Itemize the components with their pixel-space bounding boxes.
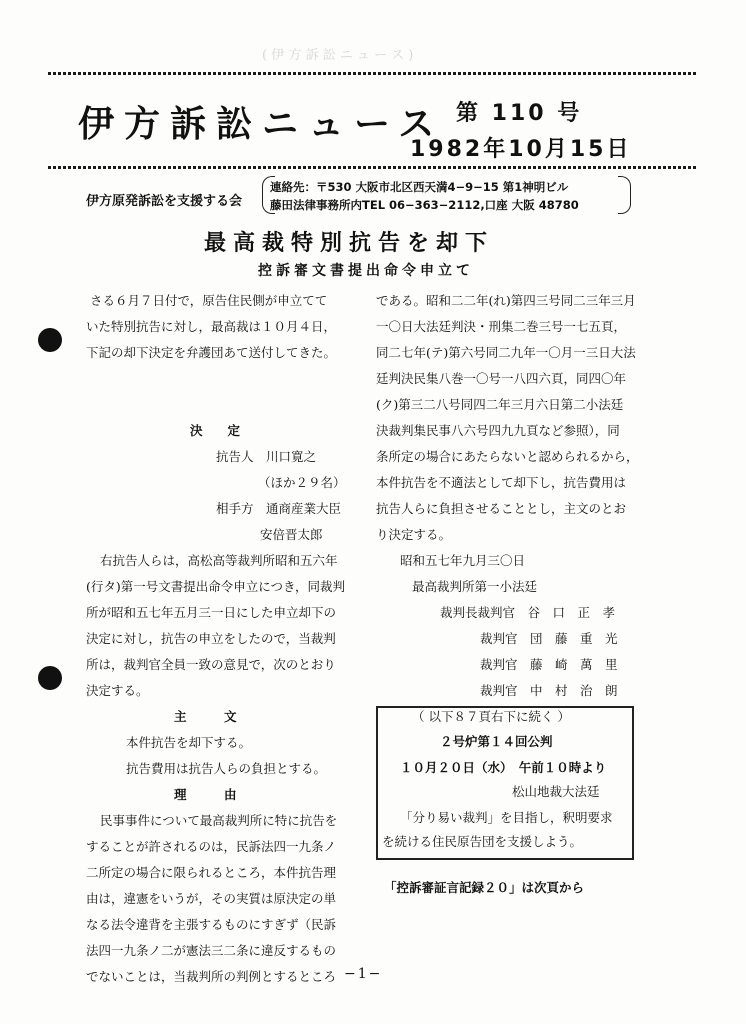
main-text-heading: 主 文 xyxy=(174,709,237,724)
text-line: 同二七年(テ)第六号同二九年一〇月一三日大法 xyxy=(376,345,636,360)
text-line: 決裁判集民事八六号四九九頁など参照），同 xyxy=(376,423,620,438)
text-line: でないことは，当裁判所の判例とするところ xyxy=(86,969,337,984)
text-line: することが許されるのは，民訴法四一九条ノ xyxy=(86,839,337,854)
judge: 裁判官 団 藤 重 光 xyxy=(480,631,618,646)
judge: 裁判官 藤 崎 萬 里 xyxy=(480,657,618,672)
notice-text-1: 「分り易い裁判」を目指し，釈明要求 xyxy=(400,810,613,825)
binder-hole-top xyxy=(38,328,62,352)
text-line: 下記の却下決定を弁護団あて送付してきた。 xyxy=(86,345,337,360)
organization-name: 伊方原発訴訟を支援する会 xyxy=(86,194,243,209)
article-subheadline: 控訴審文書提出命令申立て xyxy=(258,263,474,279)
continued-note: （ 以下８７頁右下に続く ） xyxy=(412,709,570,724)
text-line: さる６月７日付で，原告住民側が申立てて xyxy=(90,293,328,308)
appellant: 抗告人 川口寛之 xyxy=(216,449,317,464)
top-rule xyxy=(48,72,696,75)
text-line: 決定に対し，抗告の申立をしたので，当裁判 xyxy=(86,631,336,646)
notice-datetime: １０月２０日（水） 午前１０時より xyxy=(400,760,607,775)
contact-line-1: 連絡先：〒530 大阪市北区西天満4−9−15 第1神明ビル xyxy=(270,180,569,194)
trial-notice-box xyxy=(376,706,634,860)
text-line: 廷判決民集八巻一〇号一八四六頁，同四〇年 xyxy=(376,371,627,386)
ruling-line: 本件抗告を却下する。 xyxy=(126,735,252,750)
right-column xyxy=(376,288,666,730)
contact-bracket-right xyxy=(618,176,631,214)
text-line: (行タ)第一号文書提出命令申立につき，同裁判 xyxy=(86,579,346,594)
newsletter-title: 伊方訴訟ニュース xyxy=(78,104,445,145)
contact-line-2: 藤田法律事務所内TEL 06−363−2112,口座 大阪 48780 xyxy=(270,198,579,212)
text-line: いた特別抗告に対し，最高裁は１０月４日， xyxy=(86,319,337,334)
notice-venue: 松山地裁大法廷 xyxy=(512,784,600,799)
text-line: である。昭和二二年(れ)第四三号同二三年三月 xyxy=(376,293,636,308)
issue-date: 1982年10月15日 xyxy=(410,137,632,162)
notice-text-2: を続ける住民原告団を支援しよう。 xyxy=(382,834,583,849)
respondent-name: 安倍晋太郎 xyxy=(260,527,323,542)
text-line: 二所定の場合に限られるところ，本件抗告理 xyxy=(86,865,337,880)
reasons-heading: 理 由 xyxy=(174,787,237,802)
notice-title: ２号炉第１４回公判 xyxy=(440,734,553,749)
left-column xyxy=(86,288,356,990)
appellant-others: （ほか２９名） xyxy=(258,475,346,490)
header-rule xyxy=(48,166,696,169)
text-line: 一〇日大法廷判決・刑集二巻三号一七五頁， xyxy=(376,319,627,334)
text-line: 法四一九条ノ二が憲法三二条に違反するもの xyxy=(86,943,337,958)
text-line: 抗告人らに負担させることとし，主文のとお xyxy=(376,501,627,516)
text-line: り決定する。 xyxy=(376,527,452,542)
text-line: (ク)第三二八号同四二年三月六日第二小法廷 xyxy=(376,397,624,412)
text-line: 条所定の場合にあたらないと認められるから， xyxy=(376,449,639,464)
issue-number: 第 110 号 xyxy=(456,101,583,126)
ruling-line: 抗告費用は抗告人らの負担とする。 xyxy=(126,761,327,776)
text-line: 決定する。 xyxy=(86,683,149,698)
text-line: 右抗告人らは，高松高等裁判所昭和五六年 xyxy=(100,553,338,568)
judge: 裁判官 中 村 治 朗 xyxy=(480,683,618,698)
page-number: −1− xyxy=(344,966,383,982)
article-headline: 最高裁特別抗告を却下 xyxy=(204,231,495,256)
contact-address xyxy=(270,178,579,214)
decision-heading: 決 定 xyxy=(190,423,241,438)
text-line: なる法令違背を主張するものにすぎず（民訴 xyxy=(86,917,337,932)
court-name: 最高裁判所第一小法廷 xyxy=(412,579,538,594)
text-line: 所が昭和五七年五月三一日にした申立却下の xyxy=(86,605,337,620)
text-line: 所は，裁判官全員一致の意見で，次のとおり xyxy=(86,657,336,672)
spacer xyxy=(86,392,356,418)
text-line: 民事事件について最高裁判所に特に抗告を xyxy=(100,813,338,828)
binder-hole-bottom xyxy=(38,666,62,690)
decision-date: 昭和五七年九月三〇日 xyxy=(400,553,526,568)
text-line: 本件抗告を不適法として却下し，抗告費用は xyxy=(376,475,627,490)
footer-note: 「控訴審証言記録２０」は次頁から xyxy=(384,880,585,895)
respondent: 相手方 通商産業大臣 xyxy=(216,501,342,516)
faded-header-text: ( 伊 方 訴 訟 ニ ュ ー ス ) xyxy=(262,48,414,63)
spacer xyxy=(86,366,356,392)
presiding-judge: 裁判長裁判官 谷 口 正 孝 xyxy=(440,605,616,620)
text-line: 由は，違憲をいうが，その実質は原決定の単 xyxy=(86,891,337,906)
